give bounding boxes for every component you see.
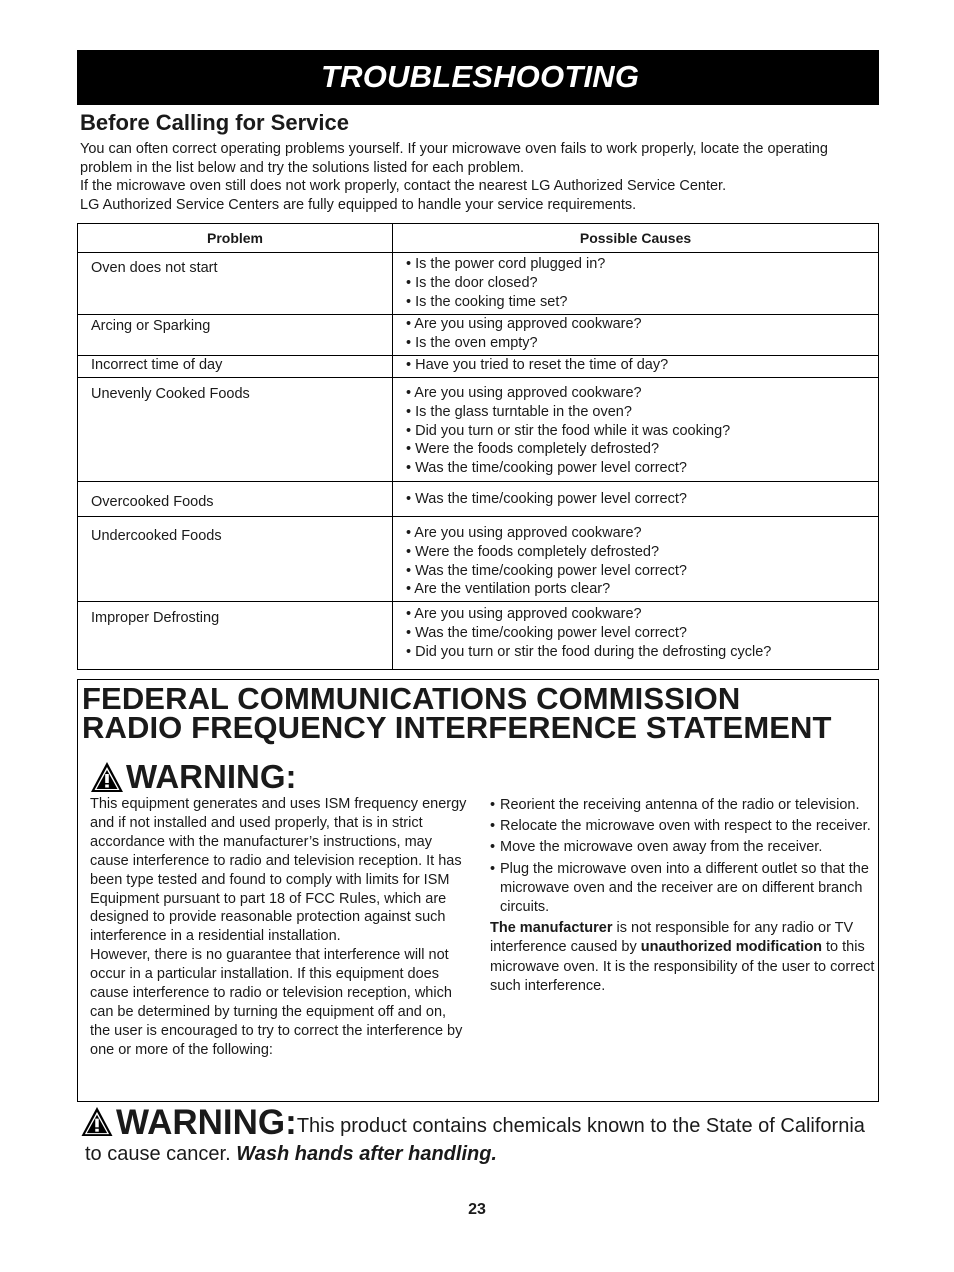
disclaimer-text: to this microwave oven. It is the responsibility of the user to correct such interference. <box>490 939 875 994</box>
problem-cell <box>78 378 393 482</box>
warning-triangle-icon <box>80 1106 114 1137</box>
cause-item: • Was the time/cooking power level correct? <box>406 491 687 507</box>
cause-item: • Are the ventilation ports clear? <box>406 581 611 598</box>
table-row <box>78 253 879 315</box>
cause-item: • Are you using approved cookware? <box>406 385 642 401</box>
section-subtitle: Before Calling for Service <box>80 110 349 135</box>
intro-text <box>80 140 880 214</box>
table-row <box>78 356 879 378</box>
california-warning-text: This product contains chemicals known to the State of California <box>296 1115 865 1137</box>
cause-item: • Is the door closed? <box>406 274 538 291</box>
problem-column-header: Problem <box>78 224 393 253</box>
troubleshooting-table <box>77 223 879 670</box>
page-number: 23 <box>468 1201 486 1218</box>
table-row <box>78 482 879 517</box>
fcc-warning-heading <box>90 758 296 796</box>
fcc-statement-box <box>77 679 879 1102</box>
warning-label: WARNING: <box>126 758 297 795</box>
problem-cell <box>78 356 393 378</box>
fcc-title <box>82 681 832 745</box>
list-item <box>490 860 875 918</box>
cause-item: • Are you using approved cookware? <box>406 316 642 332</box>
cause-item: • Are you using approved cookware? <box>406 525 642 541</box>
causes-cell <box>393 482 879 517</box>
remedy-text: Plug the microwave oven into a different outlet so that the microwave oven and the receiver are on different branch circuits. <box>500 860 869 916</box>
problem-label: Overcooked Foods <box>91 494 214 510</box>
intro-paragraph: You can often correct operating problems yourself. If your microwave oven fails to work properly, locate the operating problem in the list below and try the solutions listed for each problem. <box>80 141 828 176</box>
intro-paragraph: If the microwave oven still does not work properly, contact the nearest LG Authorized Service Center. <box>80 178 727 195</box>
title-bar <box>77 50 879 105</box>
problem-label: Oven does not start <box>91 260 218 276</box>
remedy-text: Move the microwave oven away from the receiver. <box>500 839 823 856</box>
cause-item: • Was the time/cooking power level correct? <box>406 624 687 641</box>
problem-cell <box>78 253 393 315</box>
problem-label: Undercooked Foods <box>91 528 222 544</box>
problem-cell <box>78 602 393 670</box>
causes-cell <box>393 602 879 670</box>
page-title: TROUBLESHOOTING <box>321 59 640 94</box>
table-row <box>78 315 879 356</box>
problem-label: Unevenly Cooked Foods <box>91 386 250 402</box>
bullet: • <box>490 818 496 835</box>
fcc-left-column <box>90 795 470 1060</box>
cause-item: • Is the power cord plugged in? <box>406 256 606 272</box>
california-warning-line <box>80 1103 900 1143</box>
list-item <box>490 817 875 836</box>
causes-cell <box>393 356 879 378</box>
table-row <box>78 602 879 670</box>
cause-item: • Was the time/cooking power level correct? <box>406 460 687 477</box>
cause-item: • Have you tried to reset the time of day? <box>406 357 669 373</box>
problem-cell <box>78 482 393 517</box>
problem-label: Improper Defrosting <box>91 610 220 626</box>
causes-column-header: Possible Causes <box>393 224 879 253</box>
fcc-title-line: RADIO FREQUENCY INTERFERENCE STATEMENT <box>82 710 832 745</box>
california-warning-text: to cause cancer. <box>85 1143 231 1165</box>
problem-cell <box>78 315 393 356</box>
disclaimer-text: is not responsible for any radio or TV interference caused by <box>490 920 854 956</box>
list-item <box>490 838 875 857</box>
cause-item: • Were the foods completely defrosted? <box>406 441 660 458</box>
fcc-paragraph: However, there is no guarantee that interference will not occur in a particular installation. If this equipment does cause interference to radio or television reception, which can be determined by turning the equipment off and on, the user is encouraged to try to correct the interference by one or more of the following: <box>90 947 463 1058</box>
problem-label: Arcing or Sparking <box>91 318 211 334</box>
warning-triangle-icon <box>90 761 124 793</box>
causes-cell <box>393 253 879 315</box>
fcc-right-column <box>490 796 875 996</box>
list-item <box>490 796 875 815</box>
problem-label: Incorrect time of day <box>91 357 223 373</box>
cause-item: • Is the oven empty? <box>406 334 538 351</box>
bullet: • <box>490 860 496 877</box>
cause-item: • Is the glass turntable in the oven? <box>406 403 632 420</box>
table-header-row <box>78 224 879 253</box>
wash-hands-emphasis: Wash hands after handling. <box>236 1143 497 1165</box>
cause-item: • Are you using approved cookware? <box>406 606 642 622</box>
cause-item: • Was the time/cooking power level correct? <box>406 562 687 579</box>
table-row <box>78 378 879 482</box>
bullet: • <box>490 797 496 813</box>
table-row <box>78 517 879 602</box>
causes-cell <box>393 315 879 356</box>
cause-item: • Were the foods completely defrosted? <box>406 543 660 560</box>
disclaimer-bold: The manufacturer <box>490 920 613 937</box>
manufacturer-disclaimer <box>490 919 875 996</box>
remedy-text: Relocate the microwave oven with respect to the receiver. <box>500 818 871 835</box>
warning-label: WARNING: <box>116 1103 297 1142</box>
bullet: • <box>490 839 496 856</box>
cause-item: • Is the cooking time set? <box>406 293 568 310</box>
cause-item: • Did you turn or stir the food during the defrosting cycle? <box>406 643 772 660</box>
california-warning <box>80 1103 900 1166</box>
fcc-paragraph: This equipment generates and uses ISM frequency energy and if not installed and used properly, that is in strict accordance with the manufacturer’s instructions, may cause interference to radio and television reception. It has been type tested and found to comply with limits for ISM Equipment pursuant to part 18 of FCC Rules, which are designed to provide reasonable protection against such interference in a residential installation. <box>90 796 467 945</box>
fcc-title-line: FEDERAL COMMUNICATIONS COMMISSION <box>82 681 741 716</box>
causes-cell <box>393 378 879 482</box>
intro-paragraph: LG Authorized Service Centers are fully equipped to handle your service requirements. <box>80 196 637 213</box>
cause-item: • Did you turn or stir the food while it was cooking? <box>406 422 731 439</box>
remedy-list <box>490 796 875 917</box>
problem-cell <box>78 517 393 602</box>
california-warning-line <box>85 1143 900 1166</box>
remedy-text: Reorient the receiving antenna of the radio or television. <box>500 797 860 813</box>
disclaimer-bold: unauthorized modification <box>640 939 822 956</box>
causes-cell <box>393 517 879 602</box>
